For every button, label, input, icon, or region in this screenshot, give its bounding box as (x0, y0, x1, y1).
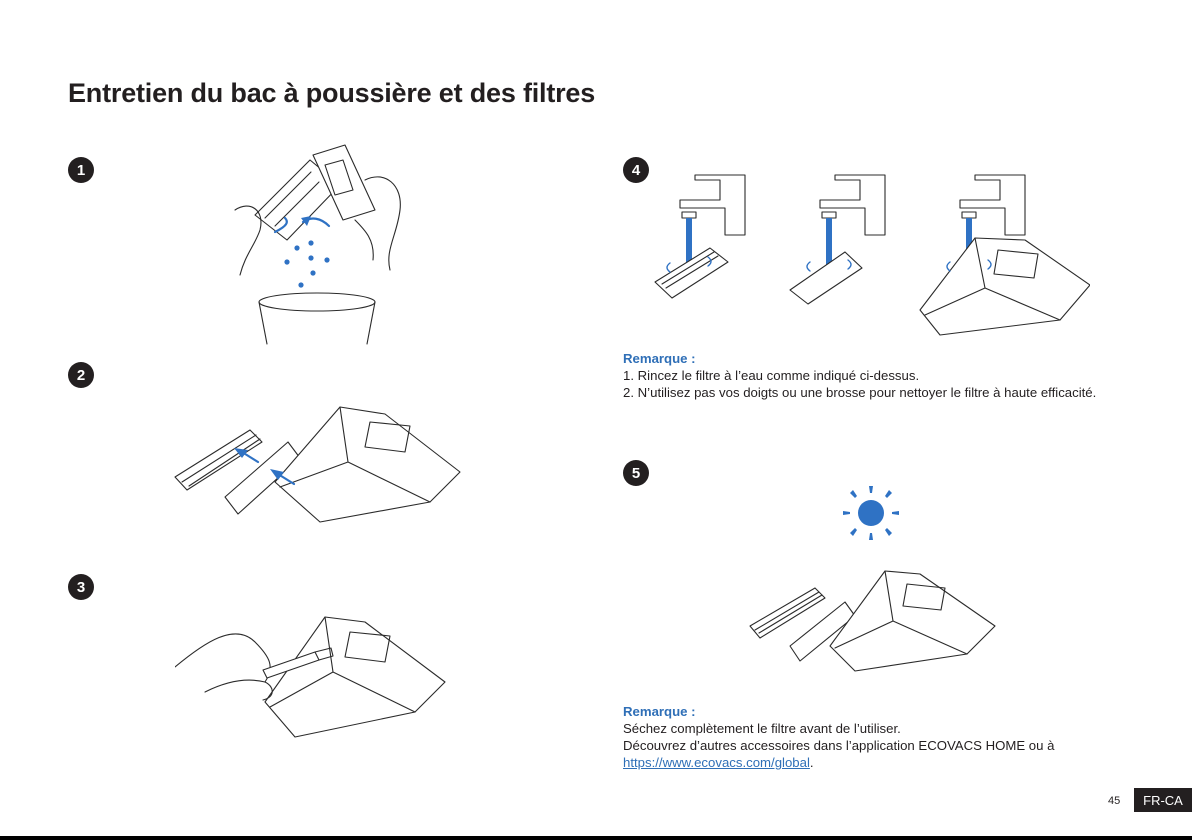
empty-dustbin-illustration (225, 140, 410, 346)
drying-note (623, 703, 1054, 771)
step-5-badge: 5 (623, 460, 649, 486)
note-line: Découvrez d’autres accessoires dans l’application ECOVACS HOME ou à (623, 738, 1055, 753)
insert-filters-illustration (170, 402, 470, 530)
region-tag: FR-CA (1134, 788, 1192, 812)
note-link-line (623, 754, 1054, 771)
bottom-rule (0, 836, 1192, 840)
step-4-badge: 4 (623, 157, 649, 183)
note-line: Séchez complètement le filtre avant de l’utiliser. (623, 721, 901, 736)
page-title: Entretien du bac à poussière et des filtres (68, 78, 596, 108)
note-title: Remarque : (623, 704, 696, 719)
rinse-note (623, 350, 1096, 401)
drying-filters-illustration (745, 566, 1000, 678)
step-2-badge: 2 (68, 362, 94, 388)
rinse-filters-illustration (650, 170, 1090, 340)
brush-cleaning-illustration (175, 612, 455, 752)
note-line: 1. Rincez le filtre à l’eau comme indiqué ci-dessus. (623, 368, 920, 383)
step-3-badge: 3 (68, 574, 94, 600)
sun-icon (841, 484, 901, 542)
note-line: 2. N’utilisez pas vos doigts ou une brosse pour nettoyer le filtre à haute efficacité. (623, 385, 1097, 400)
note-title: Remarque : (623, 351, 696, 366)
ecovacs-link[interactable]: https://www.ecovacs.com/global (623, 755, 810, 770)
page-number: 45 (1108, 795, 1121, 807)
link-suffix: . (809, 755, 814, 770)
step-1-badge: 1 (68, 157, 94, 183)
